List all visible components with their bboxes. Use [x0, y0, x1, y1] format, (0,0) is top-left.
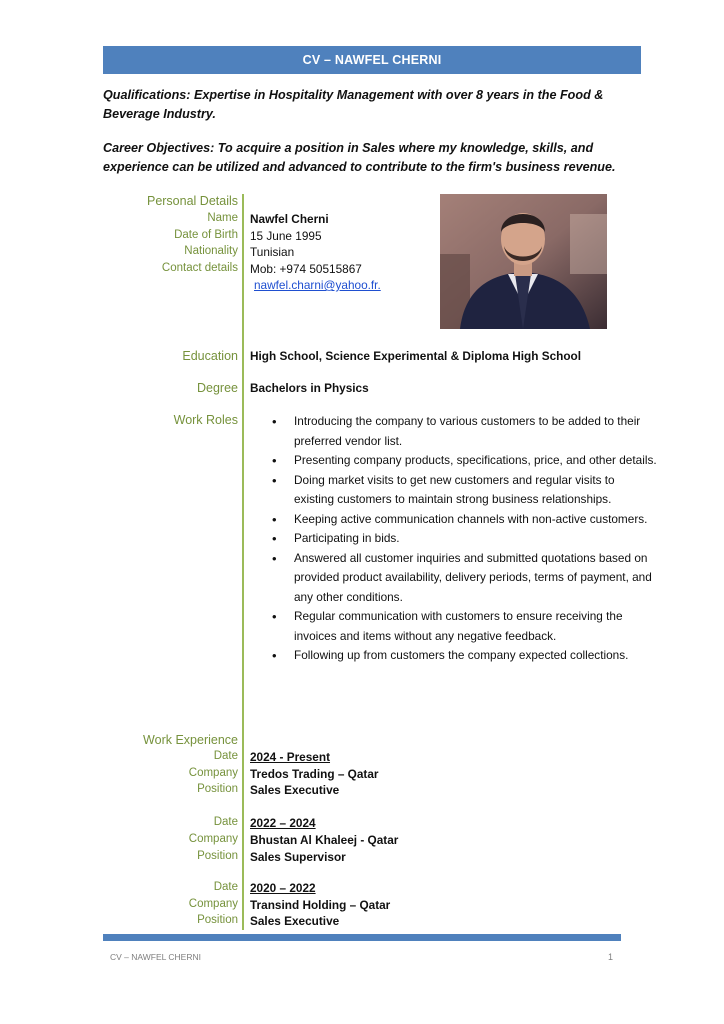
job-date: 2024 - Present: [250, 750, 331, 764]
profile-photo: [440, 194, 607, 329]
bullet-icon: •: [272, 511, 277, 527]
work-roles-heading: Work Roles: [173, 413, 238, 427]
name-label: Name: [207, 212, 238, 224]
dob-label: Date of Birth: [174, 229, 238, 241]
date-label: Date: [213, 750, 238, 762]
cv-title: CV – NAWFEL CHERNI: [302, 53, 442, 67]
job-date: 2022 – 2024: [250, 816, 316, 830]
position-label: Position: [197, 914, 238, 926]
education-value: High School, Science Experimental & Diploma High School: [250, 349, 582, 363]
career-objectives-text: Career Objectives: To acquire a position in Sales where my knowledge, skills, and experience can be utilized and advanced to contribute to the firm's business revenue.: [103, 141, 616, 174]
bullet-icon: •: [272, 472, 277, 488]
section-divider-line: [242, 194, 244, 930]
bullet-icon: •: [272, 609, 277, 624]
name-value: Nawfel Cherni: [250, 212, 329, 226]
footer-title: CV – NAWFEL CHERNI: [110, 952, 201, 962]
list-item: • Introducing the company to various customers to be added to their preferred vendor list.: [272, 414, 641, 448]
bullet-icon: •: [272, 550, 277, 566]
mobile-value: Mob: +974 50515867: [250, 262, 362, 276]
date-label: Date: [213, 881, 238, 893]
qualifications-text: Qualifications: Expertise in Hospitality Management with over 8 years in the Food & Beverage Industry.: [103, 88, 604, 121]
list-item: • Participating in bids.: [272, 529, 657, 549]
job-company: Tredos Trading – Qatar: [250, 767, 379, 781]
contact-label: Contact details: [161, 262, 238, 274]
list-item: • Keeping active communication channels with non-active customers.: [272, 510, 657, 530]
degree-heading: Degree: [197, 381, 238, 395]
nationality-label: Nationality: [184, 245, 238, 257]
position-label: Position: [197, 850, 238, 862]
company-label: Company: [188, 767, 238, 779]
bullet-icon: •: [272, 648, 277, 663]
list-item: • Following up from customers the company expected collections.: [272, 646, 657, 666]
list-item: • Presenting company products, specifications, price, and other details.: [272, 451, 657, 471]
list-item: • Regular communication with customers to ensure receiving the invoices and items without any negative feedback.: [272, 609, 623, 643]
job-position: Sales Executive: [250, 914, 340, 928]
bullet-icon: •: [272, 531, 277, 546]
education-heading: Education: [182, 349, 238, 363]
company-label: Company: [188, 898, 238, 910]
work-roles-list: [272, 412, 657, 666]
nationality-value: Tunisian: [250, 245, 295, 259]
list-item: • Answered all customer inquiries and submitted quotations based on provided product availability, delivery periods, terms of payment, and any other conditions.: [272, 550, 652, 604]
degree-value: Bachelors in Physics: [250, 381, 369, 395]
profile-photo-illustration: [440, 194, 607, 329]
cv-title-bar: [103, 46, 641, 74]
position-label: Position: [197, 783, 238, 795]
job-company: Bhustan Al Khaleej - Qatar: [250, 833, 399, 847]
job-position: Sales Supervisor: [250, 850, 346, 864]
personal-details-heading: Personal Details: [146, 194, 238, 208]
work-experience-heading: Work Experience: [143, 733, 238, 747]
list-item: • Doing market visits to get new customers and regular visits to existing customers to maintain strong business relationships.: [272, 472, 615, 506]
bullet-icon: •: [272, 414, 277, 429]
job-company: Transind Holding – Qatar: [250, 898, 391, 912]
email-link[interactable]: nawfel.charni@yahoo.fr.: [254, 278, 381, 292]
job-date: 2020 – 2022: [250, 881, 316, 895]
dob-value: 15 June 1995: [250, 229, 322, 243]
footer-bar: [103, 934, 621, 941]
company-label: Company: [188, 833, 238, 845]
page-number: 1: [608, 952, 614, 962]
bullet-icon: •: [272, 453, 277, 468]
job-position: Sales Executive: [250, 783, 340, 797]
date-label: Date: [213, 816, 238, 828]
